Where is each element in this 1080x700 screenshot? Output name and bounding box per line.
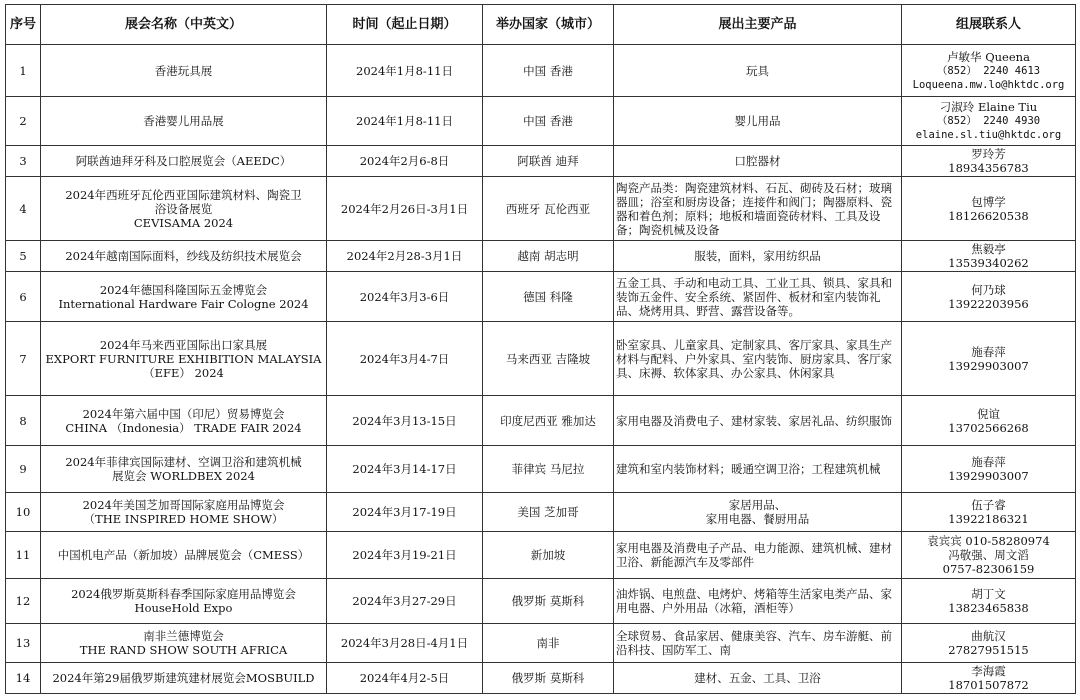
contact-line: 27827951515 [948,643,1029,657]
contact-line: （852） 2240 4930 [936,115,1041,127]
table-row [6,446,1076,493]
cell-name [41,177,327,241]
contact-line: Loqueena.mw.lo@hktdc.org [912,78,1065,91]
cell-contact [902,396,1076,446]
contact-line: 胡丁文 [971,587,1006,601]
cell-name [41,446,327,493]
cell-country: 南非 [483,624,614,663]
header-country: 举办国家（城市） [483,5,614,45]
name-line: 2024俄罗斯莫斯科春季国际家庭用品博览会 [71,587,296,601]
cell-date: 2024年1月8-11日 [327,45,483,97]
cell-country: 中国 香港 [483,97,614,146]
exhibition-table [5,4,1076,694]
cell-date: 2024年3月14-17日 [327,446,483,493]
cell-country: 新加坡 [483,532,614,579]
cell-products: 全球贸易、食品家居、健康美容、汽车、房车游艇、前沿科技、国防军工、南 [614,624,902,663]
contact-line: 13929903007 [948,469,1029,483]
cell-date: 2024年2月6-8日 [327,146,483,177]
cell-contact [902,446,1076,493]
name-line: 2024年美国芝加哥国际家庭用品博览会 [82,498,285,512]
contact-line: 焦毅亭 [971,242,1006,256]
table-body [6,45,1076,694]
cell-date: 2024年3月13-15日 [327,396,483,446]
contact-line: 18126620538 [948,208,1029,223]
name-line: 展览会 WORLDBEX 2024 [112,469,255,483]
table-row [6,396,1076,446]
contact-line: 袁宾宾 010-58280974 [927,534,1050,548]
cell-contact [902,663,1076,694]
cell-date: 2024年1月8-11日 [327,97,483,146]
contact-line: 18934356783 [948,161,1029,175]
contact-line: 卢敏华 Queena [947,49,1030,64]
cell-no: 11 [6,532,41,579]
header-no: 序号 [6,5,41,45]
cell-no: 6 [6,272,41,322]
name-line: International Hardware Fair Cologne 2024 [58,296,309,311]
cell-products: 家居用品、 家用电器、餐厨用品 [614,493,902,532]
contact-line: 伍子睿 [971,498,1006,512]
cell-no: 8 [6,396,41,446]
name-line: 香港婴儿用品展 [143,114,224,128]
cell-date: 2024年2月26日-3月1日 [327,177,483,241]
contact-line: 刁淑玲 Elaine Tiu [939,100,1038,114]
exhibition-table-container [5,4,1075,694]
name-line: 2024年马来西亚国际出口家具展 [99,337,268,352]
contact-line: 0757-82306159 [942,562,1035,576]
contact-line: 13702566268 [948,420,1029,435]
name-line: 2024年越南国际面料，纱线及纺织技术展览会 [65,249,302,263]
table-row [6,146,1076,177]
header-products: 展出主要产品 [614,5,902,45]
cell-name [41,532,327,579]
cell-contact [902,177,1076,241]
name-line: CHINA （Indonesia） TRADE FAIR 2024 [65,420,302,435]
table-row [6,579,1076,624]
cell-contact [902,532,1076,579]
cell-no: 2 [6,97,41,146]
cell-contact [902,146,1076,177]
cell-date: 2024年3月3-6日 [327,272,483,322]
name-line: HouseHold Expo [134,601,233,615]
contact-line: 冯敬强、周文滔 [948,548,1029,562]
cell-products: 五金工具、手动和电动工具、工业工具、锁具、家具和装饰五金件、安全系统、紧固件、板材和室内装饰礼品、烧烤用具、野营、露营设备等。 [614,272,902,322]
table-row [6,241,1076,272]
cell-date: 2024年3月4-7日 [327,322,483,396]
cell-name [41,241,327,272]
header-contact: 组展联系人 [902,5,1076,45]
cell-country: 马来西亚 吉隆坡 [483,322,614,396]
cell-name [41,663,327,694]
cell-name [41,579,327,624]
name-line: （EFE） 2024 [143,365,224,380]
cell-contact [902,579,1076,624]
cell-no: 13 [6,624,41,663]
cell-products: 油炸锅、电煎盘、电烤炉、烤箱等生活家电类产品、家用电器、户外用品（冰箱，酒柜等） [614,579,902,624]
cell-country: 阿联酋 迪拜 [483,146,614,177]
cell-no: 4 [6,177,41,241]
cell-country: 德国 科隆 [483,272,614,322]
header-name: 展会名称（中英文） [41,5,327,45]
cell-contact [902,45,1076,97]
name-line: 中国机电产品（新加坡）品牌展览会（CMESS） [57,548,310,562]
contact-line: 13823465838 [948,601,1029,615]
cell-contact [902,241,1076,272]
cell-name [41,396,327,446]
cell-name [41,493,327,532]
cell-country: 中国 香港 [483,45,614,97]
cell-name [41,146,327,177]
cell-country: 菲律宾 马尼拉 [483,446,614,493]
name-line: EXPORT FURNITURE EXHIBITION MALAYSIA [45,351,322,366]
contact-line: 倪谊 [977,406,1000,421]
cell-date: 2024年3月17-19日 [327,493,483,532]
contact-line: 施春萍 [971,344,1006,359]
cell-country: 俄罗斯 莫斯科 [483,579,614,624]
table-row [6,177,1076,241]
cell-contact [902,624,1076,663]
cell-country: 西班牙 瓦伦西亚 [483,177,614,241]
cell-no: 12 [6,579,41,624]
table-row [6,322,1076,396]
name-line: 阿联酋迪拜牙科及口腔展览会（AEEDC） [75,154,292,168]
table-row [6,532,1076,579]
contact-line: 李海霞 [971,664,1006,678]
name-line: THE RAND SHOW SOUTH AFRICA [79,643,288,657]
table-row [6,45,1076,97]
cell-country: 印度尼西亚 雅加达 [483,396,614,446]
table-row [6,493,1076,532]
name-line: 香港玩具展 [154,63,213,78]
cell-name [41,97,327,146]
cell-name [41,45,327,97]
cell-country: 越南 胡志明 [483,241,614,272]
cell-products: 婴儿用品 [614,97,902,146]
header-date: 时间（起止日期） [327,5,483,45]
table-row [6,624,1076,663]
cell-no: 7 [6,322,41,396]
name-line: 南非兰德博览会 [143,629,224,643]
cell-no: 3 [6,146,41,177]
cell-name [41,624,327,663]
cell-products: 家用电器及消费电子产品、电力能源、建筑机械、建材卫浴、新能源汽车及零部件 [614,532,902,579]
cell-date: 2024年3月19-21日 [327,532,483,579]
contact-line: 施春萍 [971,455,1006,469]
cell-no: 5 [6,241,41,272]
name-line: 2024年第六届中国（印尼）贸易博览会 [82,406,285,421]
cell-products: 陶瓷产品类：陶瓷建筑材料、石瓦、砌砖及石材；玻璃器皿；浴室和厨房设备；连接件和阀门；陶器原料、瓷器和着色剂；原料；地板和墙面瓷砖材料、工具及设备；陶瓷机械及设备 [614,177,902,241]
cell-date: 2024年3月27-29日 [327,579,483,624]
name-line: 2024年西班牙瓦伦西亚国际建筑材料、陶瓷卫 [65,187,302,202]
table-row [6,272,1076,322]
name-line: 浴设备展览 [154,201,213,216]
contact-line: （852） 2240 4613 [936,64,1041,77]
cell-products: 家用电器及消费电子、建材家装、家居礼品、纺织服饰 [614,396,902,446]
name-line: 2024年第29届俄罗斯建筑建材展览会MOSBUILD [52,671,315,685]
name-line: CEVISAMA 2024 [133,215,234,230]
contact-line: 13539340262 [948,256,1029,270]
cell-products: 口腔器材 [614,146,902,177]
cell-no: 1 [6,45,41,97]
contact-line: 曲航汉 [971,629,1006,643]
contact-line: 13929903007 [948,358,1029,373]
cell-products: 建材、五金、工具、卫浴 [614,663,902,694]
cell-date: 2024年4月2-5日 [327,663,483,694]
cell-date: 2024年3月28日-4月1日 [327,624,483,663]
cell-products: 服装，面料，家用纺织品 [614,241,902,272]
cell-country: 美国 芝加哥 [483,493,614,532]
cell-contact [902,272,1076,322]
cell-contact [902,493,1076,532]
contact-line: 18701507872 [948,678,1029,692]
table-row [6,97,1076,146]
cell-country: 俄罗斯 莫斯科 [483,663,614,694]
contact-line: elaine.sl.tiu@hktdc.org [915,129,1062,141]
name-line: （THE INSPIRED HOME SHOW） [83,512,284,526]
cell-contact [902,97,1076,146]
cell-name [41,322,327,396]
contact-line: 罗玲芳 [971,147,1006,161]
cell-products: 卧室家具、儿童家具、定制家具、客厅家具、家具生产材料与配料、户外家具、室内装饰、厨房家具、客厅家具、床褥、软体家具、办公家具、休闲家具 [614,322,902,396]
header-row [6,5,1076,45]
contact-line: 13922203956 [948,296,1029,311]
cell-date: 2024年2月28-3月1日 [327,241,483,272]
name-line: 2024年德国科隆国际五金博览会 [99,282,268,297]
contact-line: 何乃球 [971,282,1006,297]
cell-products: 玩具 [614,45,902,97]
cell-no: 9 [6,446,41,493]
name-line: 2024年菲律宾国际建材、空调卫浴和建筑机械 [65,455,302,469]
contact-line: 13922186321 [948,512,1029,526]
table-row [6,663,1076,694]
cell-name [41,272,327,322]
cell-no: 10 [6,493,41,532]
cell-no: 14 [6,663,41,694]
contact-line: 包博学 [971,194,1006,209]
cell-contact [902,322,1076,396]
cell-products: 建筑和室内装饰材料；暖通空调卫浴；工程建筑机械 [614,446,902,493]
